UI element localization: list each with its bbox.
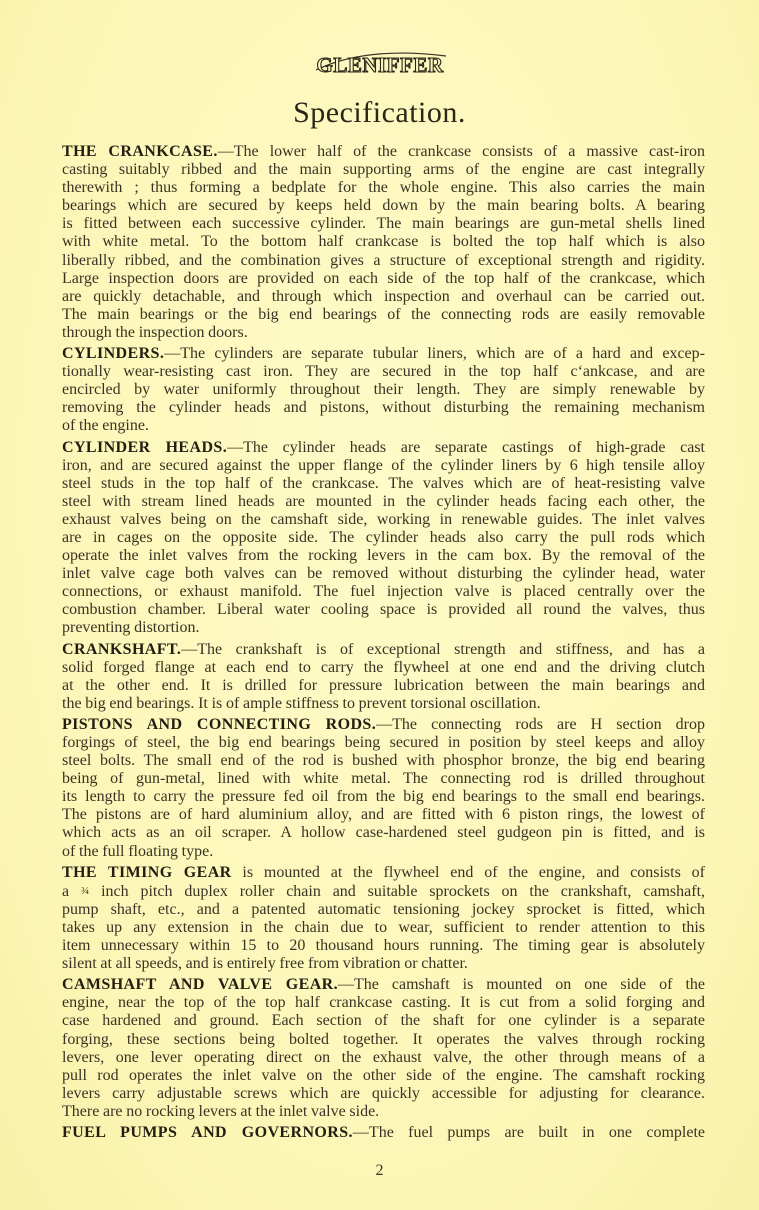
section-line: of the full floating type. [62,842,214,860]
section-line: case hardened and ground. Each section of the shaft for one cylinder is a separate [62,1012,705,1030]
section-line: —The cylinder heads are separate castings of high-grade cast [227,438,705,456]
section-line: inch pitch duplex roller chain and suitable sprockets on the crankshaft, camshaft, [101,882,706,900]
section-line: steel with stream lined heads are mounted in the cylinder heads facing each other, the [62,492,705,510]
section-line: inlet valve cage both valves can be removed without disturbing the cylinder head, water [62,565,705,583]
section-line: the big end bearings. It is of ample stiffness to prevent torsional oscillation. [62,694,541,712]
section-line: solid forged flange at each end to carry the flywheel at one end and the driving clutch [62,658,705,676]
page-title: Specification. [293,96,466,129]
section-line: —The crankshaft is of exceptional strength and stiffness, and has a [181,640,705,658]
section-line: The pistons are of hard aluminium alloy, and are fitted with 6 piston rings, the lowest of [62,806,705,824]
section-line: levers carry adjustable screws which are quickly accessible for adjusting for clearance. [62,1084,705,1102]
section-line: —The camshaft is mounted on one side of the [338,976,705,994]
specification-body [62,143,705,1142]
fraction-three-quarters: ¾ [80,884,90,897]
section-camshaft-valve-gear [62,976,705,1121]
section-heading: THE TIMING GEAR [62,863,232,881]
section-line: its length to carry the pressure fed oil from the big end bearings to the small end bearings. [62,788,705,806]
section-line: at the other end. It is drilled for pressure lubrication between the main bearings and [62,676,705,694]
fraction-prefix: a [62,882,70,900]
section-fuel-pumps-governors [62,1124,705,1142]
section-heading: FUEL PUMPS AND GOVERNORS. [62,1123,353,1141]
section-line: liberally ribbed, and the combination gives a structure of exceptional strength and rigidity. [62,251,705,269]
section-line: takes up any extension in the chain due to wear, sufficient to render attention to this [62,918,705,936]
section-line: pump shaft, etc., and a patented automatic tensioning jockey sprocket is fitted, which [62,900,705,918]
section-heading: THE CRANKCASE. [62,143,218,160]
section-timing-gear [62,864,705,974]
section-line: —The lower half of the crankcase consists of a massive cast-iron [217,143,705,160]
section-line: —The cylinders are separate tubular liners, which are of a hard and excep- [164,345,705,363]
section-line: therewith ; thus forming a bedplate for the whole engine. This also carries the main [62,179,705,197]
section-heading: CAMSHAFT AND VALVE GEAR. [62,976,339,994]
section-line: preventing distortion. [62,619,200,637]
section-heading: CRANKSHAFT. [62,640,182,658]
section-heading: PISTONS AND CONNECTING RODS. [62,715,377,733]
section-line: forging, these sections being bolted together. It operates the valves through rocking [62,1030,705,1048]
section-line: are quickly detachable, and through which inspection and overhaul can be carried out. [62,287,705,305]
logo-wordmark-icon [306,48,454,78]
section-pistons-connecting-rods [62,716,705,861]
section-line: —The fuel pumps are built in one complete [352,1123,705,1141]
logo-text: GLENIFFER [315,53,444,77]
page-number: 2 [375,1162,384,1180]
section-line: is mounted at the flywheel end of the engine, and consists of [231,863,705,881]
section-line: tionally wear-resisting cast iron. They are secured in the top half c‘ankcase, and are [62,363,705,381]
section-line: of the engine. [62,417,149,435]
gleniffer-logo [306,48,454,78]
section-line: Large inspection doors are provided on each side of the top half of the crankcase, which [62,269,705,287]
section-line: casting suitably ribbed and the main supporting arms of the engine are cast integrally [62,161,705,179]
section-line: combustion chamber. Liberal water cooling space is provided all round the valves, thus [62,601,705,619]
section-line: removing the cylinder heads and pistons, without disturbing the remaining mechanism [62,399,705,417]
section-crankshaft [62,641,705,713]
section-heading: CYLINDERS. [62,345,165,363]
section-line: steel studs in the top half of the crankcase. The valves which are of heat-resisting valve [62,474,705,492]
section-line: item unnecessary within 15 to 20 thousand hours running. The timing gear is absolutely [62,937,705,955]
section-line: iron, and are secured against the upper flange of the cylinder liners by 6 high tensile alloy [62,456,705,474]
section-line: being of gun-metal, lined with white metal. The connecting rod is drilled throughout [62,770,705,788]
section-line: levers, one lever operating direct on the exhaust valve, the other through means of a [62,1048,705,1066]
section-line: is fitted between each successive cylinder. The main bearings are gun-metal shells lined [62,215,705,233]
section-line: steel bolts. The small end of the rod is bushed with phosphor bronze, the big end bearing [62,752,705,770]
section-line: with white metal. To the bottom half crankcase is bolted the top half which is also [62,233,705,251]
section-line: through the inspection doors. [62,323,248,341]
section-line: silent at all speeds, and is entirely free from vibration or chatter. [62,955,468,973]
section-cylinders [62,345,705,435]
section-heading: CYLINDER HEADS. [62,438,228,456]
section-line: forgings of steel, the big end bearings being secured in position by steel keeps and alloy [62,734,705,751]
section-line: —The connecting rods are H section drop [376,715,706,733]
section-cylinder-heads [62,439,705,638]
section-line: pull rod operates the inlet valve on the other side of the engine. The camshaft rocking [62,1066,705,1084]
section-line: The main bearings or the big end bearings of the connecting rods are easily removable [62,305,705,323]
section-line: There are no rocking levers at the inlet valve side. [62,1102,380,1120]
section-line: bearings which are secured by keeps held down by the main bearing bolts. A bearing [62,197,705,215]
section-line: encircled by water uniformly throughout their length. They are simply renewable by [62,381,705,399]
section-line: connections, or exhaust manifold. The fuel injection valve is placed centrally over the [62,583,705,601]
section-line: operate the inlet valves from the rocking levers in the cam box. By the removal of the [62,547,705,565]
section-line: which acts as an oil scraper. A hollow case-hardened steel gudgeon pin is fitted, and is [62,824,705,842]
section-crankcase [62,143,705,342]
section-line: exhaust valves being on the camshaft side, working in renewable guides. The inlet valves [62,510,705,528]
section-line: are in cages on the opposite side. The cylinder heads also carry the pull rods which [62,528,705,546]
section-line: engine, near the top of the top half crankcase casting. It is cut from a solid forging and [62,994,705,1012]
